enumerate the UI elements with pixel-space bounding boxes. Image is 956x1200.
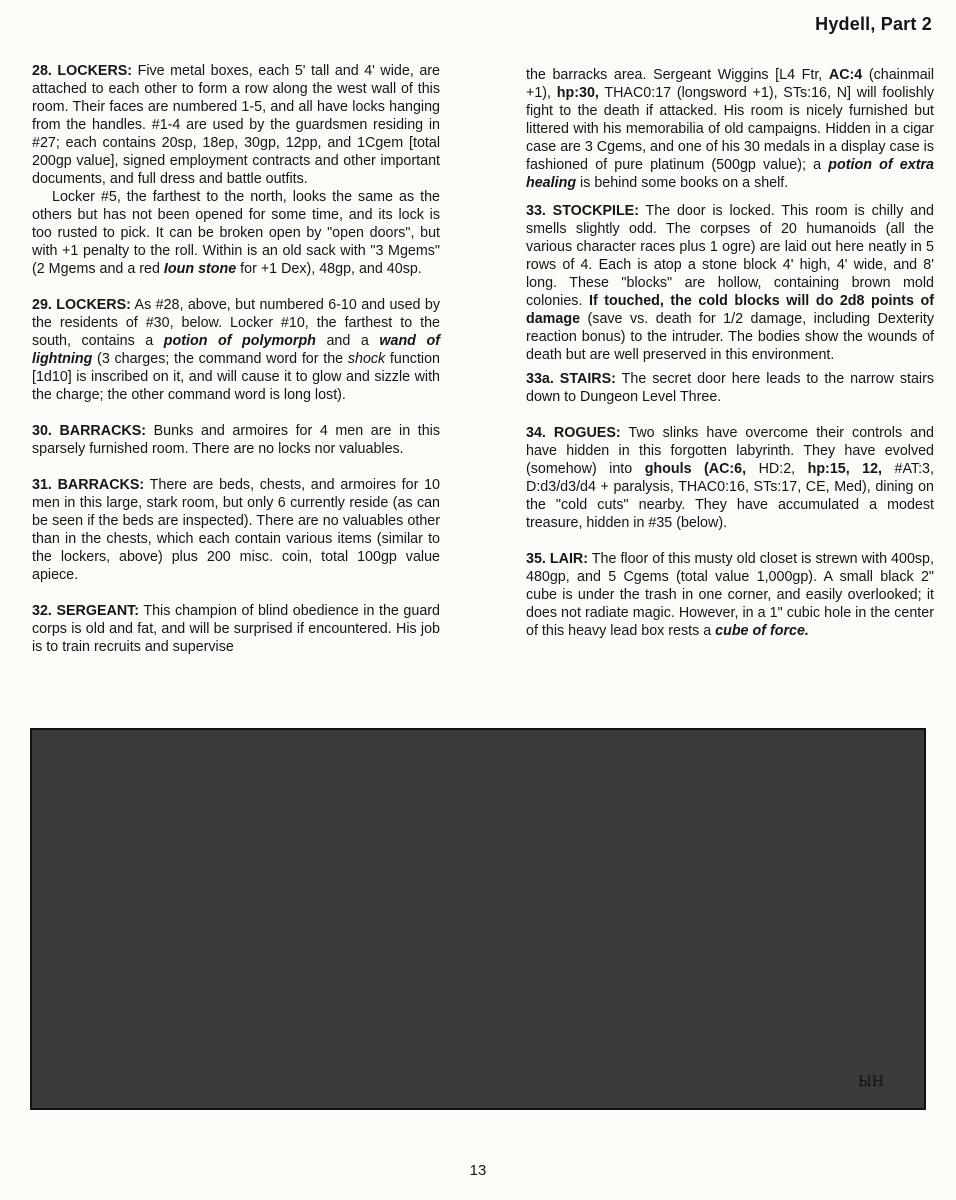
entry-28-paragraph-2 xyxy=(32,188,440,278)
left-column xyxy=(32,62,440,722)
entry-29-heading: 29. LOCKERS: xyxy=(32,297,131,313)
entry-29-text-3: (3 charges; the command word for the xyxy=(92,351,348,367)
entry-32-text: This champion of blind obedience in the guard corps is old and fat, and will be surprised if encountered. His job is to train recruits and supervise xyxy=(32,603,440,655)
entry-34-hit-points: hp:15, 12, xyxy=(807,461,883,477)
entry-32-potion: potion of extra healing xyxy=(526,157,934,191)
entry-33a-stairs xyxy=(526,370,934,406)
entry-32-cont-text-3: THAC0:17 (longsword +1), STs:16, N] will foolishly fight to the death if attacked. His room is nicely furnished but littered with his memorabilia of old campaigns. Hidden in a cigar case are 3 Cgems, and one of his 30 medals in a display case is fashioned of pure platinum (500gp value); a xyxy=(526,85,934,173)
entry-35-lair xyxy=(526,550,934,640)
entry-29-text-4: function [1d10] is inscribed on it, and will cause it to glow and sizzle with the charge; the other command word is long lost). xyxy=(32,351,440,403)
entry-35-cube-of-force: cube of force. xyxy=(715,623,809,639)
entry-33a-heading: 33a. STAIRS: xyxy=(526,371,616,387)
entry-35-paragraph xyxy=(526,550,934,640)
entry-34-rogues xyxy=(526,424,934,532)
text-columns xyxy=(32,62,934,722)
entry-32-cont-text-1: the barracks area. Sergeant Wiggins [L4 Ftr, xyxy=(526,67,829,83)
entry-28-text-2b: for +1 Dex), 48gp, and 40sp. xyxy=(236,261,422,277)
entry-33-text-2: (save vs. death for 1/2 damage, including Dexterity reaction bonus) to the intruder. The bodies show the wounds of death but are well preserved in this environment. xyxy=(526,311,934,363)
entry-34-heading: 34. ROGUES: xyxy=(526,425,621,441)
entry-35-text: The floor of this musty old closet is strewn with 400sp, 480gp, and 5 Cgems (total value 1,000gp). A small black 2" cube is under the trash in one corner, and easily overlooked; it does not radiate magic. However, in a 1" cubic hole in the center of this heavy lead box rests a xyxy=(526,551,934,639)
entry-32-continuation-paragraph xyxy=(526,66,934,192)
entry-34-ghouls: ghouls (AC:6, xyxy=(644,461,747,477)
entry-31-paragraph xyxy=(32,476,440,584)
entry-29-potion: potion of polymorph xyxy=(163,333,316,349)
entry-32-heading: 32. SERGEANT: xyxy=(32,603,140,619)
battle-illustration xyxy=(30,728,926,1110)
entry-28-text-2a: Locker #5, the farthest to the north, looks the same as the others but has not been opened for some time, and its lock is too rusted to pick. It can be broken open by "open doors", but with +1 penalty to the roll. Within is an old sack with "3 Mgems" (2 Mgems and a red xyxy=(32,189,440,277)
entry-35-heading: 35. LAIR: xyxy=(526,551,589,567)
entry-29-wand: wand of lightning xyxy=(32,333,440,367)
running-head: Hydell, Part 2 xyxy=(815,14,932,34)
entry-32-cont-text-4: is behind some books on a shelf. xyxy=(576,175,789,191)
entry-30-text: Bunks and armoires for 4 men are in this sparsely furnished room. There are no locks nor valuables. xyxy=(32,423,440,457)
entry-33a-paragraph xyxy=(526,370,934,406)
entry-32-continuation xyxy=(526,66,934,192)
entry-31-text: There are beds, chests, and armoires for 10 men in this large, stark room, but only 6 currently reside (as can be seen if the beds are inspected). There are no valuables other than in the chests, which each contain various items (similar to the lockers, above) plus 200 misc. coin, total 100gp value apiece. xyxy=(32,477,440,583)
entry-34-paragraph xyxy=(526,424,934,532)
entry-29-paragraph xyxy=(32,296,440,404)
entry-33-stockpile xyxy=(526,202,934,364)
entry-34-text-1: Two slinks have overcome their controls and have hidden in this forgotten labyrinth. They have evolved (somehow) into xyxy=(526,425,934,477)
entry-30-paragraph xyxy=(32,422,440,458)
entry-28-text-1: Five metal boxes, each 5' tall and 4' wide, are attached to each other to form a row along the west wall of this room. Their faces are numbered 1-5, and all have locks hanging from the handles. #1-4 are used by the guardsmen residing in #27; each contains 20sp, 18ep, 30gp, 12pp, and 1Cgem [total 200gp value], signed employment contracts and other important documents, and full dress and battle outfits. xyxy=(32,63,440,187)
entry-28-paragraph-1 xyxy=(32,62,440,188)
entry-33-heading: 33. STOCKPILE: xyxy=(526,203,639,219)
entry-32-armor-class: AC:4 xyxy=(828,67,863,83)
entry-32-paragraph xyxy=(32,602,440,656)
entry-28-lockers xyxy=(32,62,440,278)
entry-29-text-1: As #28, above, but numbered 6-10 and used by the residents of #30, below. Locker #10, the farthest to the south, contains a xyxy=(32,297,440,349)
entry-28-magic-item: Ioun stone xyxy=(163,261,237,277)
entry-28-heading: 28. LOCKERS: xyxy=(32,63,133,79)
entry-31-heading: 31. BARRACKS: xyxy=(32,477,145,493)
entry-30-heading: 30. BARRACKS: xyxy=(32,423,147,439)
entry-29-text-2: and a xyxy=(315,333,380,349)
entry-31-barracks xyxy=(32,476,440,584)
entry-33-text-1: The door is locked. This room is chilly and smells slightly odd. The corpses of 20 humanoids (all the various character races plus 1 ogre) are laid out here neatly in 5 rows of 4. Each is atop a stone block 4' high, 4' wide, and 8' long. These "blocks" are hollow, containing brown mold colonies. xyxy=(526,203,934,309)
entry-32-sergeant xyxy=(32,602,440,656)
entry-33a-text: The secret door here leads to the narrow stairs down to Dungeon Level Three. xyxy=(526,371,934,405)
entry-29-lockers xyxy=(32,296,440,404)
entry-29-shock-word: shock xyxy=(347,351,386,367)
entry-32-cont-text-2: (chainmail +1), xyxy=(526,67,934,101)
page-number: 13 xyxy=(469,1162,487,1179)
right-column xyxy=(526,66,934,722)
entry-33-paragraph xyxy=(526,202,934,364)
entry-32-hit-points: hp:30, xyxy=(556,85,599,101)
entry-34-text-2: HD:2, xyxy=(746,461,808,477)
entry-30-barracks xyxy=(32,422,440,458)
entry-33-damage-warning: If touched, the cold blocks will do 2d8 points of damage xyxy=(526,293,934,327)
entry-34-text-3: #AT:3, D:d3/d3/d4 + paralysis, THAC0:16, STs:17, CE, Med), dining on the "cold cuts" nearby. They have accumulated a modest treasure, hidden in #35 (below). xyxy=(526,461,934,531)
artist-signature: ЫH xyxy=(858,1074,884,1090)
